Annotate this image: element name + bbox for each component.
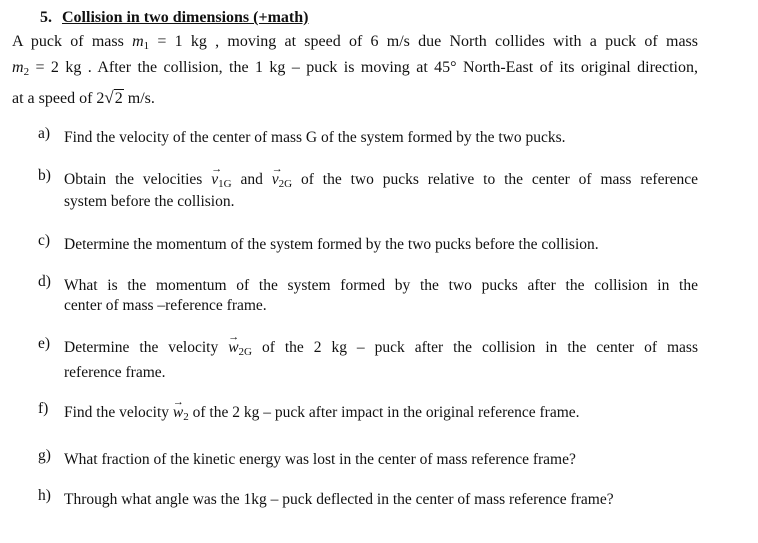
question-text: Determine the velocity → $w_{2G}$ of the 2 kg – puck after the collision in the center of mass — [64, 335, 698, 361]
question-e — [38, 335, 698, 386]
question-text: Through what angle was the 1kg – puck deflected in the center of mass reference frame? — [64, 491, 614, 508]
question-label: d) — [38, 273, 51, 290]
question-text: What is the momentum of the system formed by the two pucks after the collision in the — [64, 277, 698, 294]
question-text-line2: system before the collision. — [64, 193, 235, 210]
question-a — [38, 125, 698, 151]
problem-number: 5. — [40, 9, 52, 26]
problem-title — [40, 9, 308, 27]
question-text: Obtain the velocities → $v_{1G}$ and → $v_{2G}$ of the two pucks relative to the center of mass reference — [64, 167, 698, 193]
question-text: What fraction of the kinetic energy was lost in the center of mass reference frame? — [64, 451, 576, 468]
vector-v1g: → v — [211, 167, 218, 193]
question-c — [38, 232, 698, 258]
question-label: f) — [38, 400, 49, 417]
question-label: e) — [38, 335, 51, 352]
question-label: h) — [38, 487, 51, 504]
question-text-line2: center of mass –reference frame. — [64, 297, 267, 314]
question-text: Find the velocity → $w_2$ of the 2 kg – puck after impact in the original reference frame. — [64, 400, 698, 426]
question-label: g) — [38, 447, 51, 464]
vector-w2: → w — [173, 400, 183, 426]
vector-w2g: → w — [228, 335, 238, 361]
question-b — [38, 167, 698, 215]
intro-line-2: $m_2 = 2$ kg . After the collision, the 1 kg – puck is moving at 45° North-East of its original direction, — [12, 59, 698, 78]
question-label: b) — [38, 167, 51, 184]
problem-title-text: Collision in two dimensions (+math) — [62, 9, 309, 26]
sqrt-symbol: √2 — [104, 88, 123, 107]
intro-line-1: A puck of mass $m_1 = 1$ kg , moving at speed of 6 m/s due North collides with a puck of mass — [12, 33, 698, 52]
question-text: Find the velocity of the center of mass G of the system formed by the two pucks. — [64, 129, 566, 146]
question-h — [38, 487, 698, 513]
question-d — [38, 273, 698, 319]
question-g — [38, 447, 698, 473]
question-label: c) — [38, 232, 51, 249]
vector-v2g: → v — [272, 167, 279, 193]
question-text: Determine the momentum of the system formed by the two pucks before the collision. — [64, 236, 599, 253]
question-label: a) — [38, 125, 51, 142]
question-text-line2: reference frame. — [64, 364, 166, 381]
question-f — [38, 400, 698, 426]
intro-line-3: at a speed of 2√2 m/s. — [12, 88, 155, 107]
